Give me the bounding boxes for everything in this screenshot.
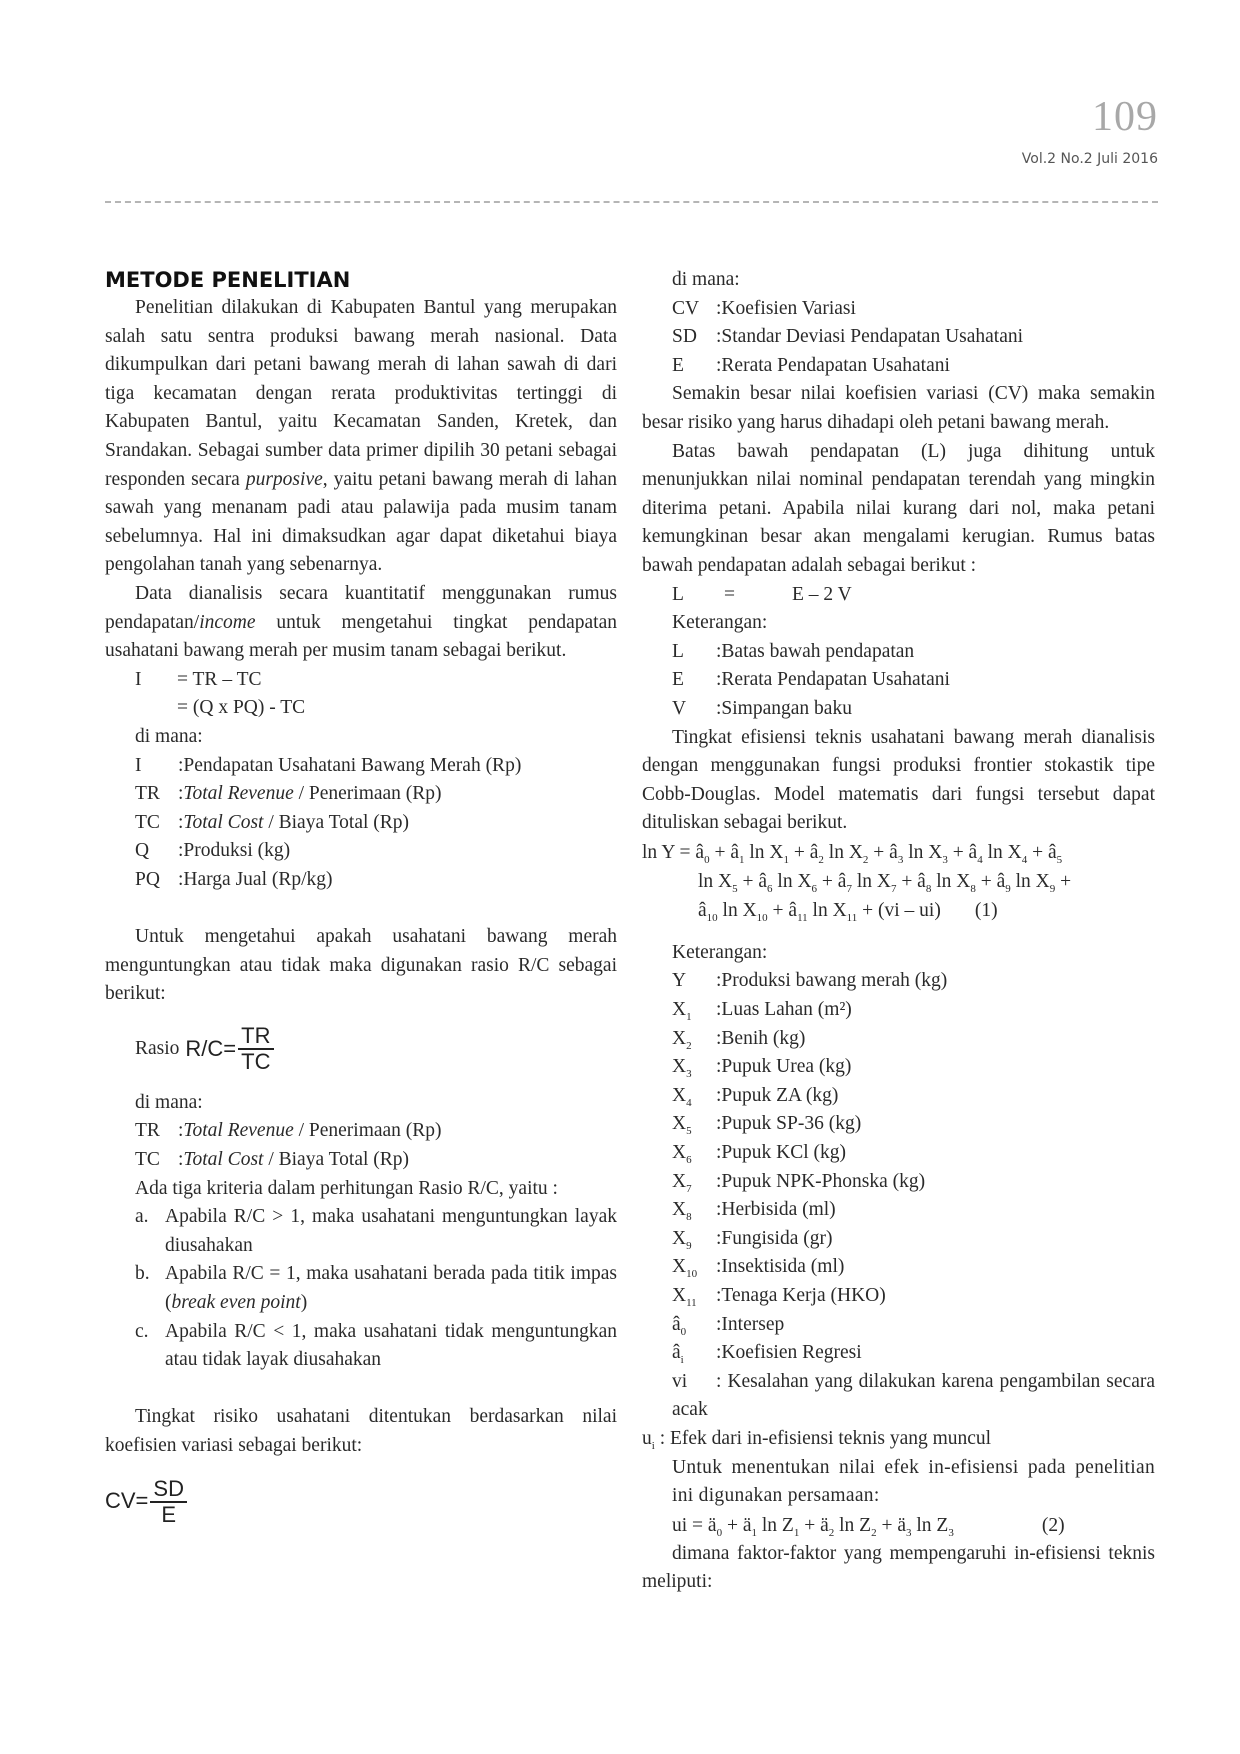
paragraph-lower-bound: Batas bawah pendapatan (L) juga dihitung untuk menunjukkan nilai nominal pendapatan terendah yang mingkin diterima petani. Apabila nilai kurang dari nol, maka petani kemungkinan besar akan mengalami kerugian. Rumus batas bawah pendapatan adalah sebagai berikut : [642,440,1155,576]
dimana-label: di mana: [135,725,203,747]
variable-definitions [642,967,1155,1367]
ui-definition: $u_i$ : Efek dari in-efisiensi teknis yang muncul [642,1427,992,1452]
paragraph-risk: Tingkat risiko usahatani ditentukan berdasarkan nilai koefisien variasi sebagai berikut: [105,1406,617,1456]
definition-row: $X_8$ : Herbisida (ml) [672,1199,836,1224]
cv-formula: CV= $\frac{SD}{E}$ [105,1467,617,1537]
vi-definition: vi : Kesalahan yang dilakukan karena pengambilan secara acak [672,1370,1155,1421]
definition-row: TC : Total Cost / Biaya Total (Rp) [135,1149,410,1171]
list-item: a. Apabila R/C > 1, maka usahatani menguntungkan layak diusahakan [135,1206,617,1256]
paragraph-factors: dimana faktor-faktor yang mempengaruhi in-efisiensi teknis meliputi: [642,1542,1155,1593]
section-heading: METODE PENELITIAN [105,268,351,292]
equation-number-2: (2) [1041,1514,1065,1536]
criteria-list [105,1203,617,1375]
cv-definitions [642,295,1155,381]
paragraph-cv-meaning: Semakin besar nilai koefisien variasi (CV) maka semakin besar risiko yang harus dihadapi oleh petani bawang merah. [642,383,1155,433]
definition-row: E : Rerata Pendapatan Usahatani [672,669,950,691]
paragraph-study-area: Penelitian dilakukan di Kabupaten Bantul yang merupakan salah satu sentra produksi bawang merah nasional. Data dikumpulkan dari petani bawang merah di lahan sawah di dari tiga kecamatan dengan rerata produktivitas tertinggi di Kabupaten Bantul, yaitu Kecamatan Sanden, Kretek, dan Srandakan. Sebagai sumber data primer dipilih 30 petani sebagai responden secara purposive, yaitu petani bawang merah di lahan sawah yang menanam padi atau palawija pada musim tanam sebelumnya. Hal ini dimaksudkan agar dapat diketahui biaya pengolahan tanah yang sebenarnya. [105,297,617,576]
definition-row: TR : Total Revenue / Penerimaan (Rp) [135,783,442,805]
definition-row: $X_{10}$ : Insektisida (ml) [672,1256,845,1281]
lower-bound-equation: L = E – 2 V [672,583,852,605]
definition-row: V : Simpangan baku [672,697,852,719]
definition-row: CV : Koefisien Variasi [672,297,856,319]
dashed-divider [105,201,1158,203]
definition-row: $X_{11}$ : Tenaga Kerja (HKO) [672,1285,886,1309]
definition-row: Q : Produksi (kg) [135,840,291,862]
definition-row: $X_1$ : Luas Lahan (m²) [672,999,852,1023]
definition-row: E : Rerata Pendapatan Usahatani [672,354,950,376]
paragraph-analysis: Data dianalisis secara kuantitatif menggunakan rumus pendapatan/income untuk mengetahui tingkat pendapatan usahatani bawang merah per musim tanam sebagai berikut. [105,582,617,662]
criteria-intro: Ada tiga kriteria dalam perhitungan Rasio R/C, yaitu : [135,1177,558,1199]
income-definitions [105,752,617,895]
paragraph-inefficiency: Untuk menentukan nilai efek in-efisiensi pada penelitian ini digunakan persamaan: [672,1456,1155,1507]
journal-info: Vol.2 No.2 Juli 2016 [1021,151,1158,167]
paragraph-rc-ratio: Untuk mengetahui apakah usahatani bawang merah menguntungkan atau tidak maka digunakan rasio R/C sebagai berikut: [105,926,617,1005]
dimana-label-2: di mana: [135,1091,203,1113]
right-column [642,266,1155,1597]
rc-definitions [105,1117,617,1174]
definition-row: SD : Standar Deviasi Pendapatan Usahatani [672,326,1024,348]
definition-row: $X_2$ : Benih (kg) [672,1027,806,1052]
definition-row: Y : Produksi bawang merah (kg) [672,970,948,992]
definition-row: $â_0$ : Intersep [672,1313,785,1338]
rc-ratio-formula: Rasio R/C= $\frac{TR}{TC}$ [105,1013,617,1085]
definition-row: $X_7$ : Pupuk NPK-Phonska (kg) [672,1170,926,1195]
left-column [105,266,617,1537]
definition-row: L : Batas bawah pendapatan [672,640,915,662]
definition-row: $X_3$ : Pupuk Urea (kg) [672,1056,852,1081]
definition-row: $â_i$ : Koefisien Regresi [672,1342,862,1367]
list-item: c. Apabila R/C < 1, maka usahatani tidak menguntungkan atau tidak layak diusahakan [135,1320,617,1371]
definition-row: $X_9$ : Fungisida (gr) [672,1227,833,1252]
keterangan-label: Keterangan: [672,612,768,634]
definition-row: I : Pendapatan Usahatani Bawang Merah (Rp) [135,754,522,776]
definition-row: TC : Total Cost / Biaya Total (Rp) [135,811,410,833]
equation-number: (1) [974,899,998,921]
definition-row: PQ : Harga Jual (Rp/kg) [135,868,333,890]
lower-bound-definitions [642,638,1155,724]
income-equation-line-2: = (Q x PQ) - TC [177,697,306,719]
definition-row: $X_5$ : Pupuk SP-36 (kg) [672,1113,862,1138]
definition-row: $X_4$ : Pupuk ZA (kg) [672,1084,839,1109]
page-number: 109 [1092,94,1158,140]
definition-row: TR : Total Revenue / Penerimaan (Rp) [135,1120,442,1142]
inefficiency-equation: ui = $ä_0$ + $ä_1$ $\ln Z_1$ + $ä_2$ $\ln Z_2$ + $ä_3$ $\ln Z_3$ (2) [642,1511,1155,1540]
list-item: b. Apabila R/C = 1, maka usahatani berada pada titik impas (break even point) [135,1263,617,1313]
keterangan-label-2: Keterangan: [672,941,768,963]
definition-row: $X_6$ : Pupuk KCl (kg) [672,1142,847,1166]
paragraph-efficiency: Tingkat efisiensi teknis usahatani bawang merah dianalisis dengan menggunakan fungsi produksi frontier stokastik tipe Cobb-Douglas. Model matematis dari fungsi tersebut dapat dituliskan sebagai berikut. [642,726,1155,834]
production-function-equation: $\ln Y = â_0$ + $â_1$ $\ln X_1$ + $â_2$ $\ln X_2$ + $â_3$ $\ln X_3$ + $â_4$ $\ln X_4$ + $â_5$ $\ln X_5$ + $â_6$ $\ln X_6$ + $â_7$ $\ln X_7$ + $â_8$ $\ln X_8$ + $â_9$ $\ln X_9$ + $â_{10}$ $\ln X_{10}$ + $â_{11}$ $\ln X_{11} + (vi - ui)$ (1) [642,841,1072,924]
income-equation-line-1: I = TR – TC [135,668,262,690]
dimana-label-3: di mana: [672,269,740,290]
